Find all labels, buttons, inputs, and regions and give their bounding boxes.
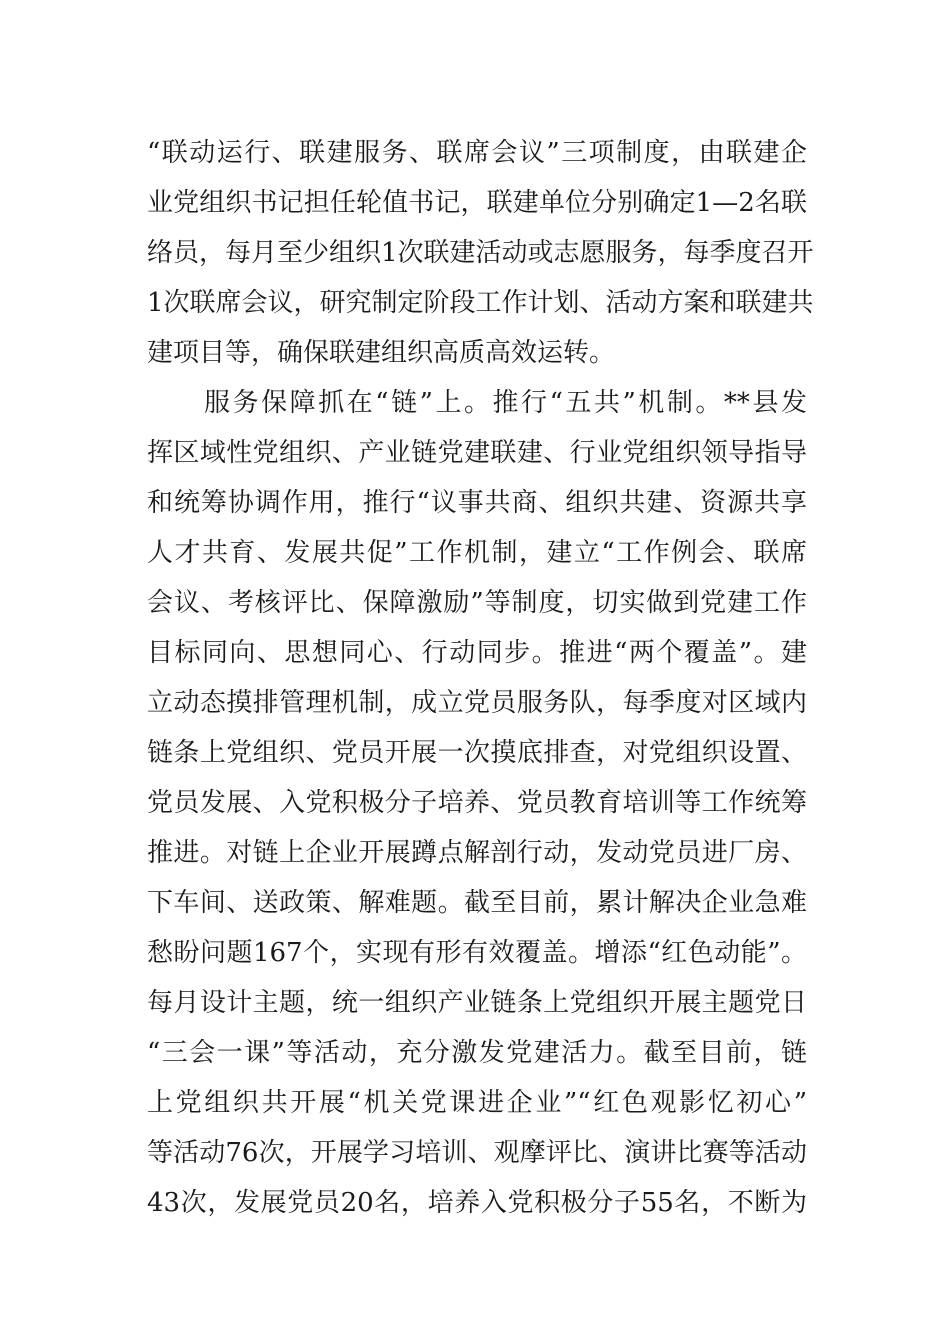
- text-line: 服务保障抓在“链”上。推行“五共”机制。**县发: [147, 388, 807, 418]
- text-line: 建项目等，确保联建组织高质高效运转。: [147, 338, 616, 368]
- text-line: 1次联席会议，研究制定阶段工作计划、活动方案和联建共: [147, 288, 814, 318]
- text-line: 链条上党组织、党员开展一次摸底排查，对党组织设置、: [147, 738, 807, 768]
- text-line: “三会一课”等活动，充分激发党建活力。截至目前，链: [147, 1038, 807, 1068]
- text-line: 党员发展、入党积极分子培养、党员教育培训等工作统筹: [147, 788, 807, 818]
- text-line: “联动运行、联建服务、联席会议”三项制度，由联建企: [147, 138, 807, 168]
- text-line: 人才共育、发展共促”工作机制，建立“工作例会、联席: [147, 538, 807, 568]
- text-line: 会议、考核评比、保障激励”等制度，切实做到党建工作: [147, 588, 807, 618]
- text-line: 每月设计主题，统一组织产业链条上党组织开展主题党日: [147, 988, 807, 1018]
- text-line: 络员，每月至少组织1次联建活动或志愿服务，每季度召开: [147, 238, 814, 268]
- text-line: 和统筹协调作用，推行“议事共商、组织共建、资源共享: [147, 488, 807, 518]
- text-line: 推进。对链上企业开展蹲点解剖行动，发动党员进厂房、: [147, 838, 807, 868]
- text-line: 目标同向、思想同心、行动同步。推进“两个覆盖”。建: [147, 638, 807, 668]
- text-line: 业党组织书记担任轮值书记，联建单位分别确定1—2名联: [147, 188, 807, 218]
- text-line: 43次，发展党员20名，培养入党积极分子55名，不断为: [147, 1188, 807, 1218]
- text-line: 上党组织共开展“机关党课进企业”“红色观影忆初心”: [147, 1088, 807, 1118]
- text-line: 立动态摸排管理机制，成立党员服务队，每季度对区域内: [147, 688, 807, 718]
- text-line: 等活动76次，开展学习培训、观摩评比、演讲比赛等活动: [147, 1138, 807, 1168]
- text-line: 下车间、送政策、解难题。截至目前，累计解决企业急难: [147, 888, 807, 918]
- text-line: 挥区域性党组织、产业链党建联建、行业党组织领导指导: [147, 438, 807, 468]
- text-line: 愁盼问题167个，实现有形有效覆盖。增添“红色动能”。: [147, 938, 807, 968]
